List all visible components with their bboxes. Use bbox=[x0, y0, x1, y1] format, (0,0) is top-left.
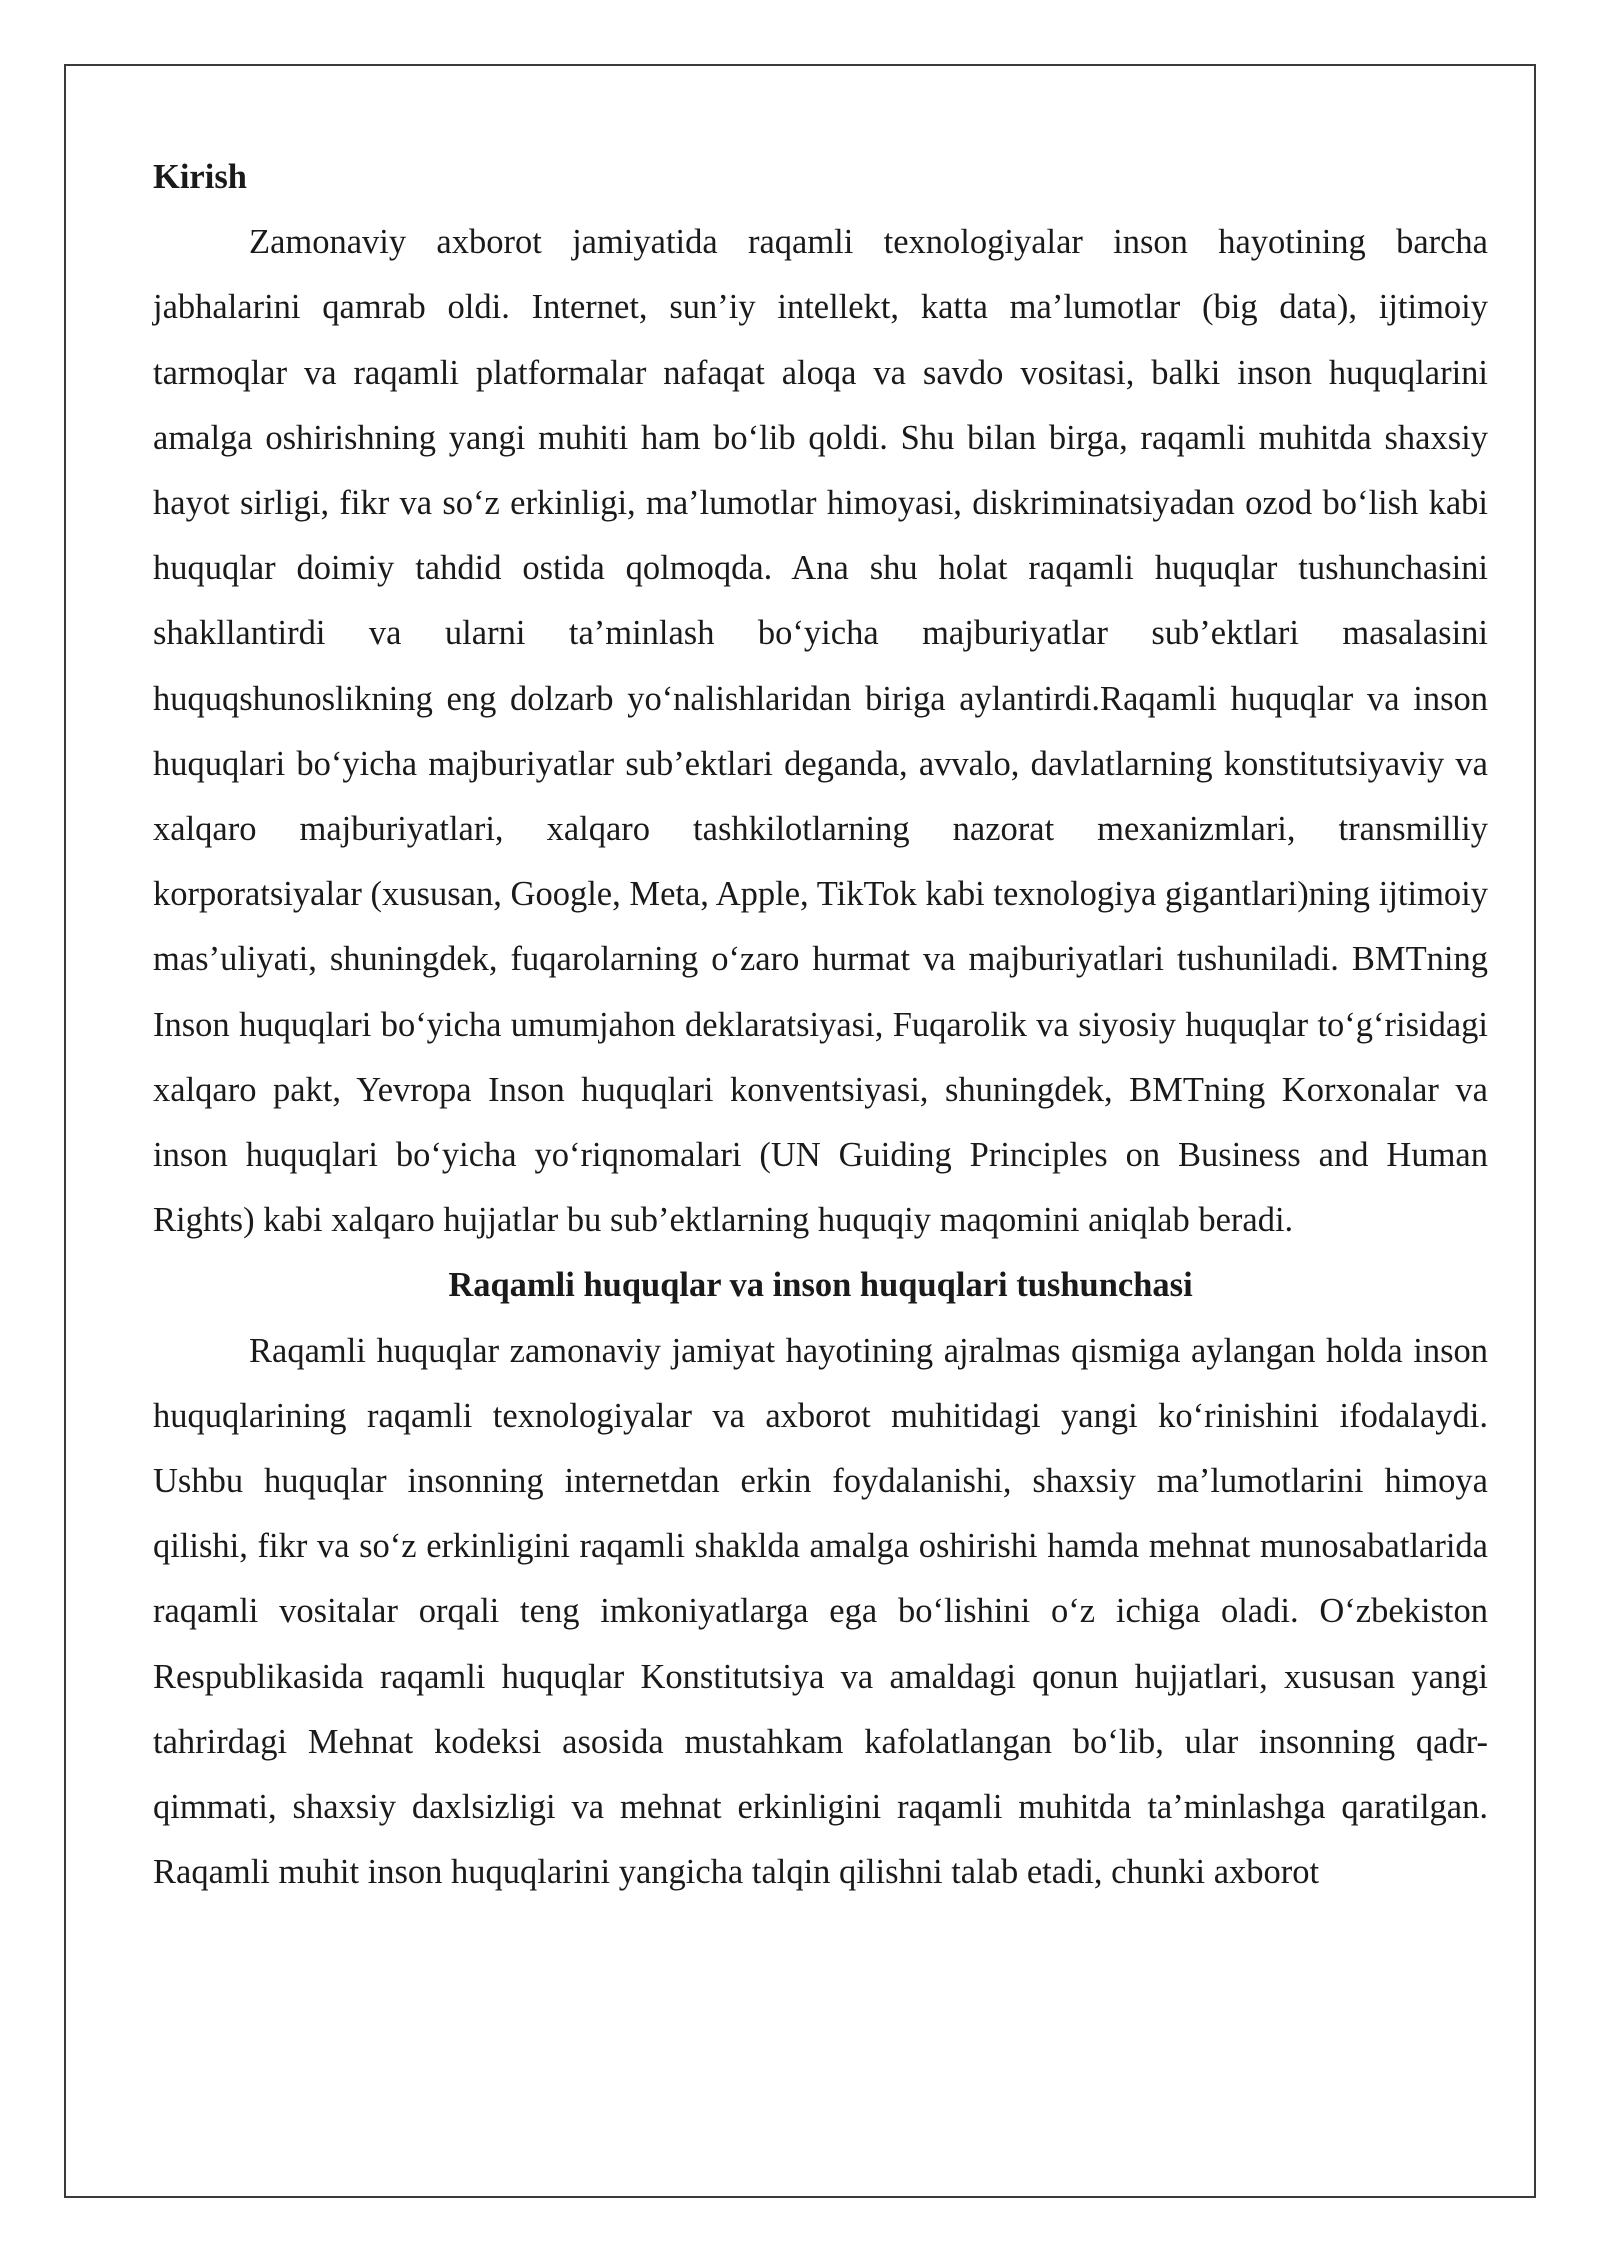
intro-paragraph: Zamonaviy axborot jamiyatida raqamli texnologiyalar inson hayotining barcha jabhalarini qamrab oldi. Internet, sun’iy intellekt, katta ma’lumotlar (big data), ijtimoiy tarmoqlar va raqamli platformalar nafaqat aloqa va savdo vositasi, balki inson huquqlarini amalga oshirishning yangi muhiti ham bo‘lib qoldi. Shu bilan birga, raqamli muhitda shaxsiy hayot sirligi, fikr va so‘z erkinligi, ma’lumotlar himoyasi, diskriminatsiyadan ozod bo‘lish kabi huquqlar doimiy tahdid ostida qolmoqda. Ana shu holat raqamli huquqlar tushunchasini shakllantirdi va ularni ta’minlash bo‘yicha majburiyatlar sub’ektlari masalasini huquqshunoslikning eng dolzarb yo‘nalishlaridan biriga aylantirdi.Raqamli huquqlar va inson huquqlari bo‘yicha majburiyatlar sub’ektlari deganda, avvalo, davlatlarning konstitutsiyaviy va xalqaro majburiyatlari, xalqaro tashkilotlarning nazorat mexanizmlari, transmilliy korporatsiyalar (xususan, Google, Meta, Apple, TikTok kabi texnologiya gigantlari)ning ijtimoiy mas’uliyati, shuningdek, fuqarolarning o‘zaro hurmat va majburiyatlari tushuniladi. BMTning Inson huquqlari bo‘yicha umumjahon deklaratsiyasi, Fuqarolik va siyosiy huquqlar to‘g‘risidagi xalqaro pakt, Yevropa Inson huquqlari konventsiyasi, shuningdek, BMTning Korxonalar va inson huquqlari bo‘yicha yo‘riqnomalari (UN Guiding Principles on Business and Human Rights) kabi xalqaro hujjatlar bu sub’ektlarning huquqiy maqomini aniqlab beradi. bbox=[153, 223, 1488, 1240]
intro-heading: Kirish bbox=[153, 158, 247, 196]
section-paragraph: Raqamli huquqlar zamonaviy jamiyat hayotining ajralmas qismiga aylangan holda inson huquqlarining raqamli texnologiyalar va axborot muhitidagi yangi ko‘rinishini ifodalaydi. Ushbu huquqlar insonning internetdan erkin foydalanishi, shaxsiy ma’lumotlarini himoya qilishi, fikr va so‘z erkinligini raqamli shaklda amalga oshirishi hamda mehnat munosabatlarida raqamli vositalar orqali teng imkoniyatlarga ega bo‘lishini o‘z ichiga oladi. O‘zbekiston Respublikasida raqamli huquqlar Konstitutsiya va amaldagi qonun hujjatlari, xususan yangi tahrirdagi Mehnat kodeksi asosida mustahkam kafolatlangan bo‘lib, ular insonning qadr-qimmati, shaxsiy daxlsizligi va mehnat erkinligini raqamli muhitda ta’minlashga qaratilgan. Raqamli muhit inson huquqlarini yangicha talqin qilishni talab etadi, chunki axborot bbox=[153, 1331, 1488, 1892]
document-body bbox=[153, 145, 1488, 1905]
section-heading: Raqamli huquqlar va inson huquqlari tushunchasi bbox=[448, 1266, 1193, 1305]
